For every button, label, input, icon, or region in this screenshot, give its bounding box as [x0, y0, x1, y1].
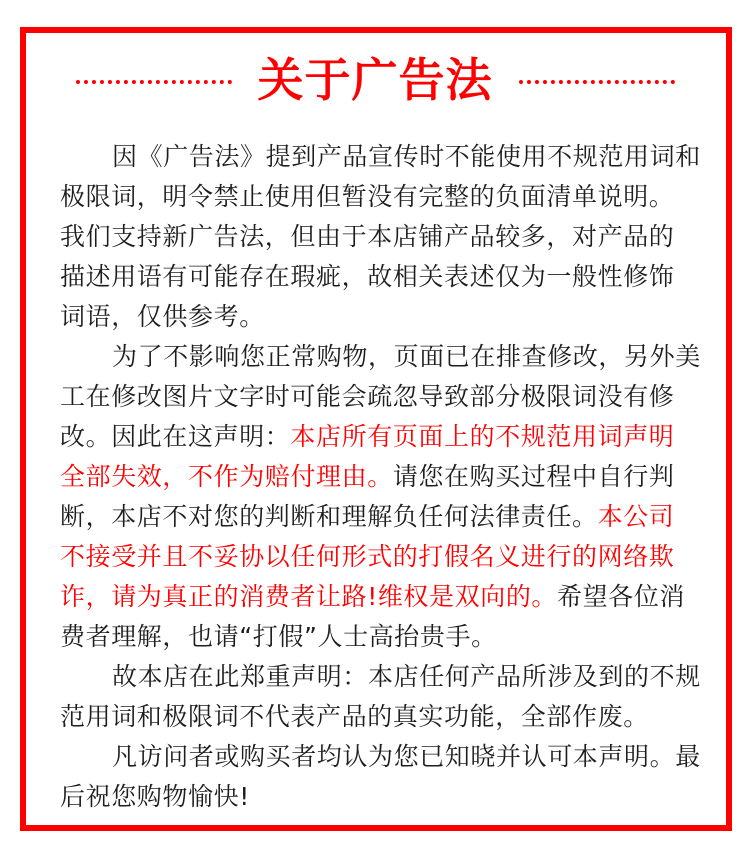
text-line — [60, 657, 700, 697]
dotted-divider-right — [519, 80, 675, 84]
body-text: 断，本店不对您的判断和理解负任何法律责任。 — [60, 502, 598, 531]
text-line — [60, 697, 700, 737]
highlighted-text: 本公司 — [597, 502, 675, 531]
text-line — [60, 777, 700, 817]
body-text: 后祝您购物愉快! — [60, 782, 250, 811]
body-text: 因《广告法》提到产品宣传时不能使用不规范用词和 — [112, 142, 701, 171]
text-line — [60, 177, 700, 217]
body-text: 请您在购买过程中自行判 — [392, 462, 675, 491]
text-line — [60, 737, 700, 777]
dotted-divider-left — [76, 80, 232, 84]
text-line — [60, 537, 700, 577]
body-text: 费者理解，也请“打假”人士高抬贵手。 — [60, 622, 497, 651]
body-text: 极限词，明令禁止使用但暂没有完整的负面清单说明。 — [60, 182, 675, 211]
body-text: 描述用语有可能存在瑕疵，故相关表述仅为一般性修饰 — [60, 262, 675, 291]
text-line — [60, 617, 700, 657]
text-line — [60, 297, 700, 337]
body-text: 为了不影响您正常购物，页面已在排查修改，另外美 — [112, 342, 701, 371]
text-line — [60, 457, 700, 497]
body-text: 我们支持新广告法，但由于本店铺产品较多，对产品的 — [60, 222, 675, 251]
highlighted-text: 不接受并且不妥协以任何形式的打假名义进行的网络欺 — [60, 542, 675, 571]
text-line — [60, 137, 700, 177]
body-text: 词语，仅供参考。 — [60, 302, 265, 331]
highlighted-text: 诈，请为真正的消费者让路!维权是双向的。 — [60, 582, 558, 611]
text-line — [60, 257, 700, 297]
text-line — [60, 377, 700, 417]
header — [0, 50, 750, 110]
body-text: 凡访问者或购买者均认为您已知晓并认可本声明。最 — [112, 742, 701, 771]
body-text: 改。因此在这声明： — [60, 422, 291, 451]
text-line — [60, 217, 700, 257]
text-line — [60, 497, 700, 537]
highlighted-text: 本店所有页面上的不规范用词声明 — [290, 422, 675, 451]
notice-body — [60, 137, 700, 817]
text-line — [60, 577, 700, 617]
page-title: 关于广告法 — [257, 53, 493, 107]
body-text: 范用词和极限词不代表产品的真实功能，全部作废。 — [60, 702, 649, 731]
text-line — [60, 417, 700, 457]
body-text: 故本店在此郑重声明：本店任何产品所涉及到的不规 — [112, 662, 701, 691]
body-text: 工在修改图片文字时可能会疏忽导致部分极限词没有修 — [60, 382, 675, 411]
body-text: 希望各位消 — [557, 582, 686, 611]
text-line — [60, 337, 700, 377]
highlighted-text: 全部失效，不作为赔付理由。 — [60, 462, 393, 491]
